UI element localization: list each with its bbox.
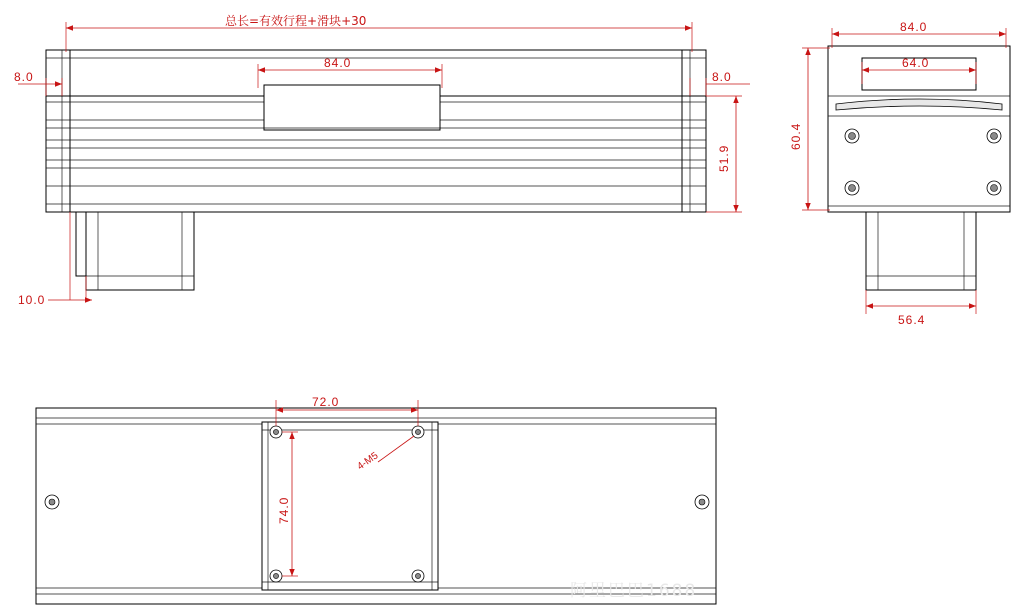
- top-view-geometry: [36, 408, 716, 604]
- dim-thread-callout: 4-M5: [355, 450, 381, 473]
- dim-carriage-width: 84.0: [324, 56, 352, 70]
- watermark: 阿里巴巴1688: [570, 581, 698, 601]
- side-view-geometry: [828, 46, 1010, 290]
- dim-side-top: 64.0: [902, 56, 930, 70]
- front-view-geometry: [46, 50, 706, 290]
- dim-hole-pitch-x: 72.0: [312, 395, 340, 409]
- dim-motor-width: 56.4: [898, 313, 926, 327]
- dim-side-height: 60.4: [789, 122, 803, 150]
- dim-side-width: 84.0: [900, 20, 928, 34]
- dim-left-end: 8.0: [14, 70, 34, 84]
- dim-overall-length: 总长=有效行程+滑块+30: [225, 14, 367, 28]
- dim-hole-pitch-y: 74.0: [277, 496, 291, 524]
- dim-right-end: 8.0: [712, 70, 732, 84]
- dim-body-height: 51.9: [717, 144, 731, 172]
- dim-motor-offset: 10.0: [18, 293, 46, 307]
